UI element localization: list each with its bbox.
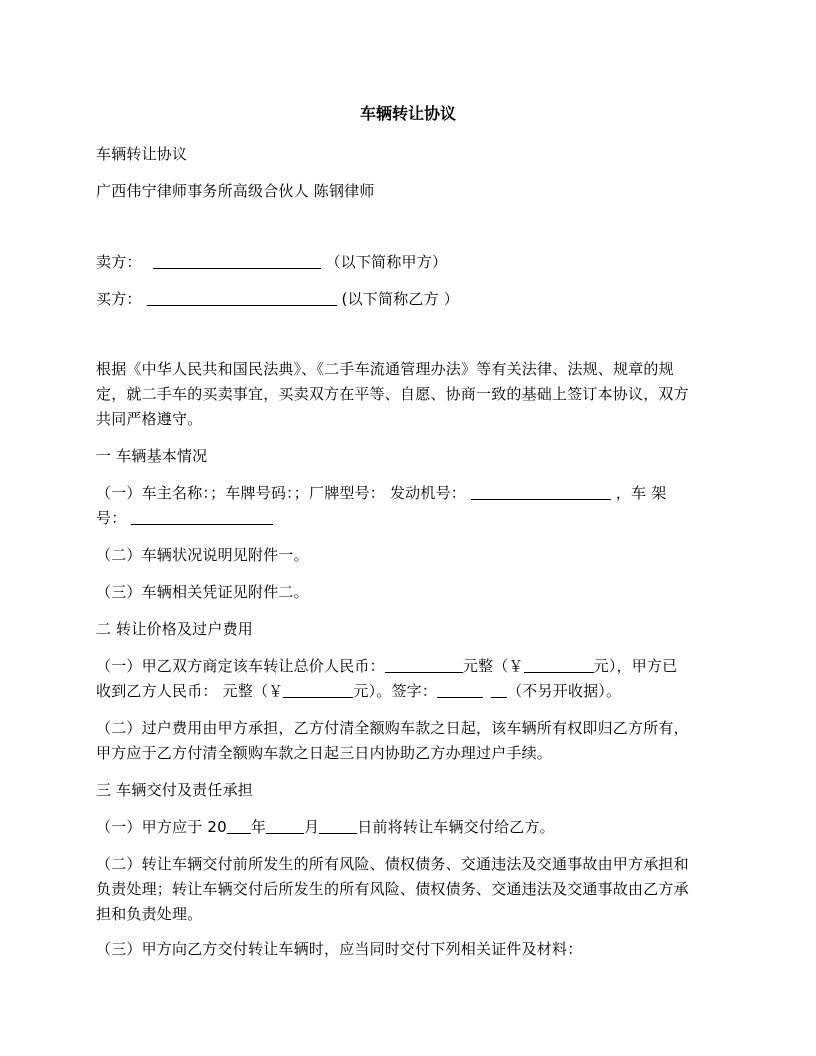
author-line: 广西伟宁律师事务所高级合伙人 陈钢律师 (96, 182, 375, 200)
section3-item1 (96, 815, 720, 840)
delivery-month-blank (266, 817, 304, 834)
section2-heading: 二 转让价格及过户费用 (96, 620, 253, 638)
document-subtitle: 车辆转让协议 (96, 145, 188, 163)
preamble-line-2: 定，就二手车的买卖事宜，买卖双方在平等、自愿、协商一致的基础上签订本协议，双方 (96, 385, 689, 403)
received-amount-blank (283, 681, 353, 698)
delivery-year-blank (227, 817, 251, 834)
buyer-name-blank (147, 289, 337, 306)
received-amount-label: 收到乙方人民币： 元整（￥ (96, 682, 284, 700)
section3-item2-line2: 负责处理；转让车辆交付后所发生的所有风险、债权债务、交通违法及交通事故由乙方承 (96, 880, 689, 898)
section2-item1-line2 (96, 679, 720, 704)
frame-number-label: 号： (96, 509, 127, 527)
total-price-blank (385, 656, 463, 673)
section1-item3: （三）车辆相关凭证见附件二。 (96, 583, 309, 601)
section3-heading: 三 车辆交付及责任承担 (96, 781, 253, 799)
preamble-line-3: 共同严格遵守。 (96, 410, 203, 428)
signature-blank-2 (491, 681, 507, 698)
section3-item2-line1: （二）转让车辆交付前所发生的所有风险、债权债务、交通违法及交通事故由甲方承担和 (96, 855, 689, 873)
preamble-line-1: 根据《中华人民共和国民法典》、《二手车流通管理办法》等有关法律、法规、规章的规 (96, 360, 674, 378)
signature-label: 元）。签字： (353, 682, 438, 700)
total-price-amount-blank (524, 656, 594, 673)
document-title: 车辆转让协议 (359, 104, 456, 123)
section1-item1-line1 (96, 481, 720, 506)
year-label: 年 (250, 818, 267, 836)
section1-item1-line2 (96, 506, 720, 531)
signature-blank-1 (437, 681, 483, 698)
total-price-label: （一）甲乙双方商定该车转让总价人民币： (96, 657, 385, 675)
seller-label: 卖方： (96, 253, 142, 271)
delivery-day-blank (319, 817, 357, 834)
no-receipt-note: （不另开收据）。 (507, 682, 622, 700)
seller-note: （以下简称甲方） (325, 253, 448, 271)
section1-item2: （二）车辆状况说明见附件一。 (96, 546, 309, 564)
buyer-note: (以下简称乙方 ） (341, 290, 459, 308)
section2-item2-line1: （二）过户费用由甲方承担，乙方付清全额购车款之日起，该车辆所有权即归乙方所有， (96, 719, 689, 737)
delivery-year-prefix: （一）甲方应于 20 (96, 818, 227, 836)
section2-item1-line1 (96, 654, 720, 679)
section1-heading: 一 车辆基本情况 (96, 447, 208, 465)
seller-received-label: 元），甲方已 (593, 657, 678, 675)
yuan-label: 元整（￥ (462, 657, 524, 675)
seller-name-blank (153, 252, 321, 269)
buyer-label: 买方： (96, 290, 142, 308)
frame-label: ，车 架 (615, 484, 667, 502)
delivery-day-suffix: 日前将转让车辆交付给乙方。 (357, 818, 555, 836)
vehicle-info-labels: （一）车主名称：；车牌号码：；厂牌型号： 发动机号： (96, 484, 466, 502)
buyer-line (96, 287, 720, 312)
seller-line (96, 250, 720, 275)
section3-item2-line3: 担和负责处理。 (96, 905, 203, 923)
section3-item3: （三）甲方向乙方交付转让车辆时，应当同时交付下列相关证件及材料： (96, 940, 583, 958)
section2-item2-line2: 甲方应于乙方付清全额购车款之日起三日内协助乙方办理过户手续。 (96, 744, 553, 762)
frame-number-blank (131, 508, 273, 525)
month-label: 月 (304, 818, 320, 836)
engine-number-blank (471, 483, 611, 500)
